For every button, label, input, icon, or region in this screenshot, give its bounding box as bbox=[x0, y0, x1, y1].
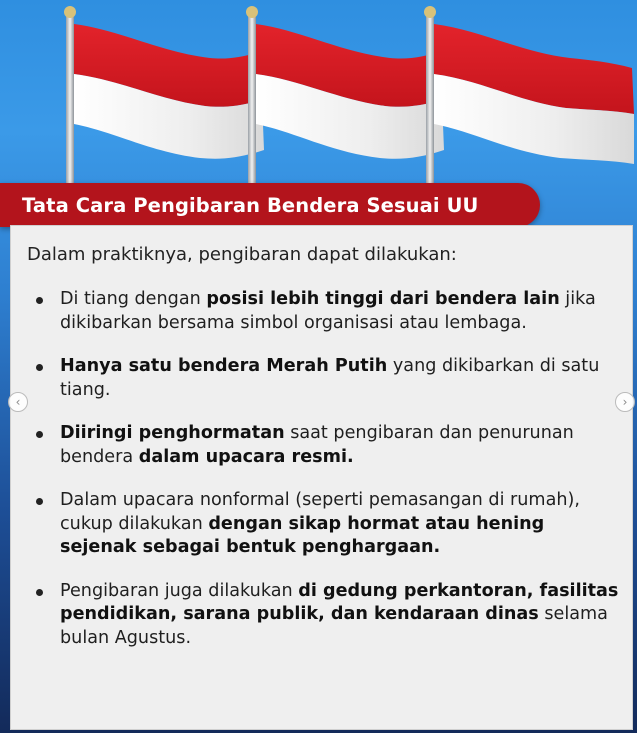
body-text: selama bulan Agustus. bbox=[60, 604, 608, 648]
pole-finial bbox=[246, 6, 258, 18]
body-text: yang dikibarkan di satu tiang. bbox=[60, 356, 600, 400]
body-text: Pengibaran juga dilakukan bbox=[60, 580, 299, 601]
pole-finial bbox=[64, 6, 76, 18]
list-item bbox=[11, 422, 632, 469]
body-text: jika dikibarkan bersama simbol organisasi atau lembaga. bbox=[60, 289, 596, 333]
bullet-icon bbox=[36, 589, 43, 596]
content-card bbox=[10, 225, 633, 730]
list-item bbox=[11, 580, 632, 651]
body-text: Dalam upacara nonformal (seperti pemasangan di rumah), cukup dilakukan bbox=[60, 490, 580, 534]
pole-finial bbox=[424, 6, 436, 18]
page-title: Tata Cara Pengibaran Bendera Sesuai UU bbox=[22, 193, 479, 217]
chevron-left-icon: ‹ bbox=[15, 395, 21, 409]
bullet-icon bbox=[36, 297, 43, 304]
bullet-icon bbox=[36, 364, 43, 371]
body-text: saat pengibaran dan penurunan bendera bbox=[60, 423, 574, 467]
chevron-right-icon: › bbox=[622, 395, 628, 409]
emphasis-text: posisi lebih tinggi dari bendera lain bbox=[206, 289, 560, 309]
intro-text: Dalam praktiknya, pengibaran dapat dilakukan: bbox=[27, 244, 457, 265]
list-item bbox=[11, 355, 632, 402]
list-item bbox=[11, 489, 632, 560]
emphasis-text: di gedung perkantoran, fasilitas pendidikan, sarana publik, dan kendaraan dinas bbox=[60, 580, 619, 624]
emphasis-text: Diiringi penghormatan bbox=[60, 423, 285, 443]
rules-list bbox=[11, 288, 632, 670]
emphasis-text: Hanya satu bendera Merah Putih bbox=[60, 356, 388, 376]
emphasis-text: dalam upacara resmi. bbox=[138, 446, 354, 467]
list-item bbox=[11, 288, 632, 335]
title-banner bbox=[0, 183, 540, 227]
emphasis-text: dengan sikap hormat atau hening sejenak sebagai bentuk penghargaan. bbox=[60, 513, 545, 557]
prev-slide-button[interactable] bbox=[8, 392, 28, 412]
bullet-icon bbox=[36, 431, 43, 438]
body-text: Di tiang dengan bbox=[60, 289, 207, 309]
bullet-icon bbox=[36, 498, 43, 505]
next-slide-button[interactable] bbox=[615, 392, 635, 412]
